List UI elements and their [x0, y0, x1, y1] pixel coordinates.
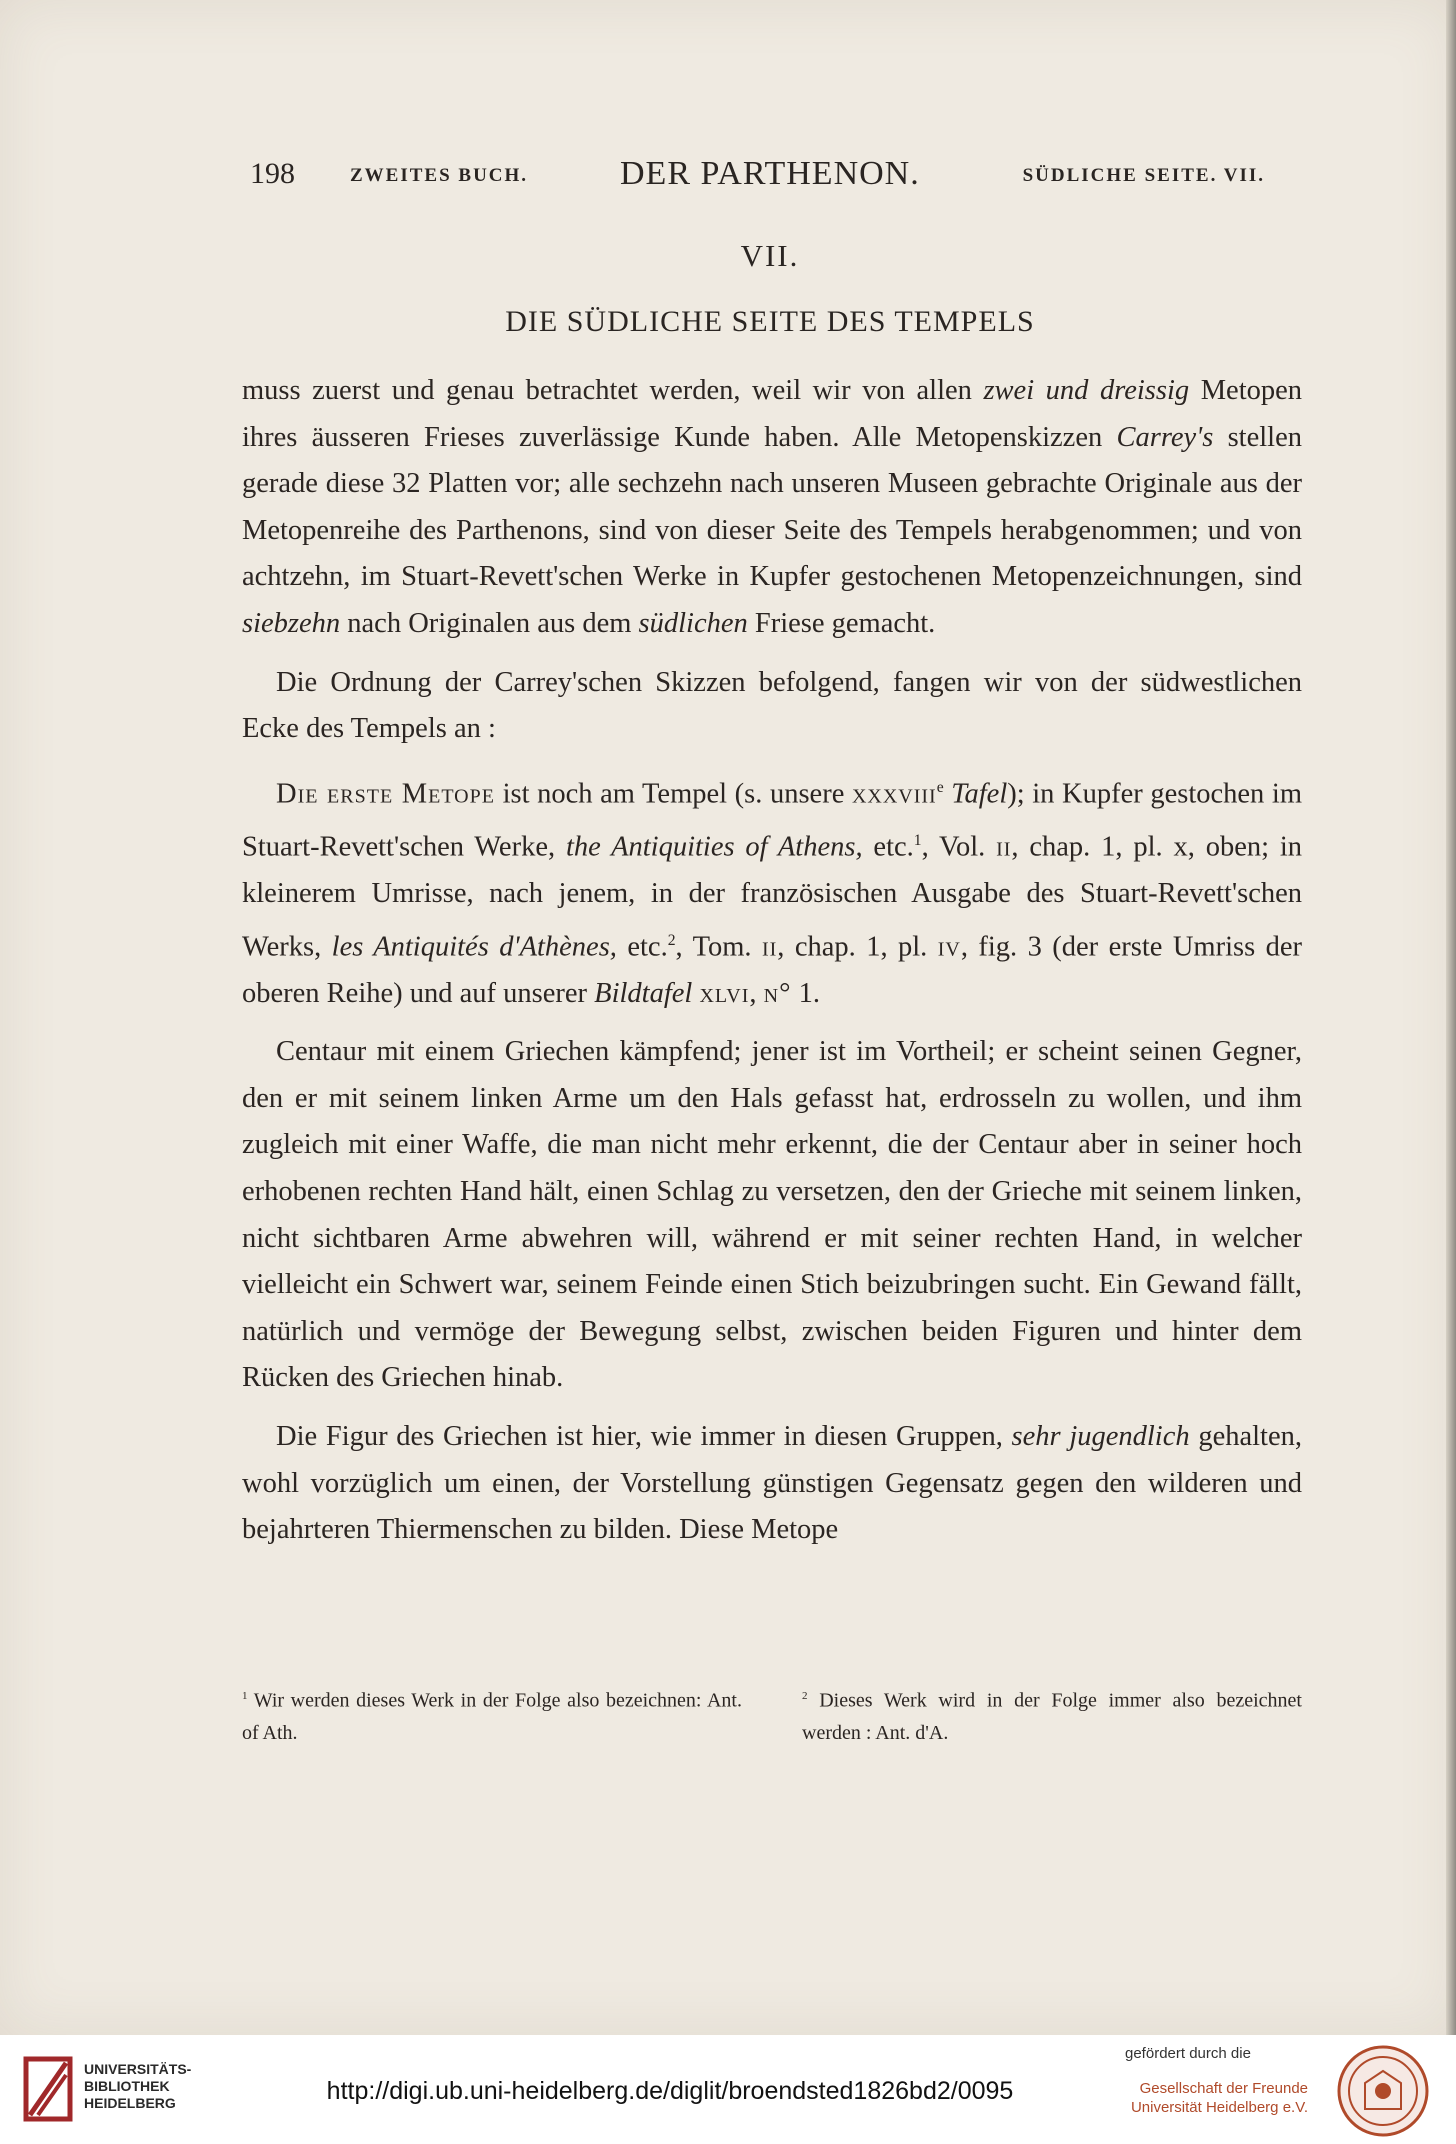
page-number: 198 [250, 157, 295, 190]
roman-numeral: xxxviii [851, 778, 937, 810]
footnote-text: Dieses Werk wird in der Folge immer also bezeichnet werden : Ant. d'A. [802, 1689, 1302, 1744]
text-span: gehalten, wohl vorzüglich um einen, der Vorstellung günstigen Gegensatz gegen den wilderen und bejahrteren Thiermenschen zu bilden. Diese Metope [242, 1420, 1302, 1546]
text-span: , Tom. [675, 931, 762, 963]
sponsor-name [1108, 2079, 1308, 2117]
paragraph-2: Die Ordnung der Carrey'schen Skizzen befolgend, fangen wir von der südwestlichen Ecke des Tempels an : [242, 666, 1302, 745]
text-span: Friese gemacht. [747, 607, 936, 639]
text-span: Die Figur des Griechen ist hier, wie immer in diesen Gruppen, [276, 1420, 1012, 1452]
roman-numeral: ii [761, 931, 778, 963]
library-name [84, 2061, 191, 2112]
small-caps-heading: Die erste Metope [276, 778, 495, 810]
text-span: , Vol. [921, 831, 997, 863]
library-name-line: BIBLIOTHEK [84, 2078, 170, 2094]
book-label: ZWEITES BUCH. [350, 165, 529, 186]
university-seal-icon [1335, 2043, 1431, 2139]
text-span: , chap. 1, pl. [777, 931, 938, 963]
text-span: etc. [862, 831, 914, 863]
paragraph-4: Centaur mit einem Griechen kämpfend; jener ist im Vortheil; er scheint seinen Gegner, den er mit seinem linken Arme um den Hals gefasst hat, erdrosseln zu wollen, und ihm zugleich mit einer Waffe, die man nicht mehr erkennt, die der Centaur aber in seiner hoch erhobenen rechten Hand hält, einen Schlag zu versetzen, den der Grieche mit seinem linken, nicht sichtbaren Arme abwehren will, während er mit seiner rechten Hand, in welcher vielleicht ein Schwert war, seinem Feinde einen Stich beizubringen sucht. Ein Gewand fällt, natürlich und vermöge der Bewegung selbst, zwischen beiden Figuren und hinter dem Rücken des Griechen hinab. [242, 1036, 1302, 1394]
library-name-line: HEIDELBERG [84, 2095, 176, 2111]
emphasis: sehr jugendlich [1011, 1420, 1190, 1452]
sponsor-label: gefördert durch die [1125, 2045, 1251, 2062]
running-head [250, 155, 1265, 195]
paragraph-5 [242, 1414, 1302, 1554]
roman-numeral: xlvi [699, 977, 750, 1009]
text-span: Metopen ihres äusseren Frieses zuverlässige Kunde haben. Alle Metopenskizzen [242, 375, 1303, 453]
text-span: , fig. 3 (der erste Umriss der oberen Reihe) und auf unserer [242, 931, 1302, 1009]
chapter-number: VII. [740, 238, 800, 273]
chapter-title: DIE SÜDLICHE SEITE DES TEMPELS [505, 305, 1035, 338]
emphasis: siebzehn [242, 607, 341, 639]
emphasis: zwei und dreissig [983, 375, 1190, 406]
text-span: stellen gerade diese 32 Platten vor; alle sechzehn nach unseren Museen gebrachte Originale aus der Metopenreihe des Parthenons, sind von dieser Seite des Tempels herabgenommen; und von achtzehn, im Stuart-Revett'schen Werke in Kupfer gestochenen Metopenzeichnungen, sind [242, 421, 1302, 593]
footnote-1 [242, 1680, 742, 1749]
emphasis: Tafel [951, 778, 1008, 810]
footnote-mark: 2 [802, 1690, 808, 1702]
emphasis: Bildtafel [594, 977, 693, 1009]
footnotes [242, 1680, 1302, 1750]
sponsor-line: Universität Heidelberg e.V. [1130, 2099, 1308, 2116]
number-sign: n° [763, 977, 792, 1009]
body-text [242, 368, 1302, 1554]
emphasis: Carrey's [1116, 421, 1214, 453]
sponsor-line: Gesellschaft der Freunde [1139, 2080, 1308, 2097]
emphasis: the Antiquities of Athens, [565, 831, 863, 863]
text-span: etc. [616, 931, 668, 963]
emphasis: südlichen [638, 607, 748, 639]
text-span: ); in Kupfer gestochen im Stuart-Revett'schen Werke, [242, 778, 1302, 863]
paragraph-3 [242, 765, 1302, 1017]
text-span: 1. [791, 977, 820, 1009]
permalink-url[interactable]: http://digi.ub.uni-heidelberg.de/diglit/broendsted1826bd2/0095 [326, 2077, 1014, 2105]
footnote-2 [802, 1680, 1302, 1749]
footnote-ref-2: 2 [667, 931, 676, 949]
section-label: SÜDLICHE SEITE. VII. [1022, 165, 1265, 186]
roman-numeral: iv [937, 931, 961, 963]
superscript: e [936, 778, 944, 796]
text-span: , [749, 977, 764, 1009]
text-span: nach Originalen aus dem [340, 607, 639, 639]
paragraph-1 [242, 368, 1302, 648]
library-name-line: UNIVERSITÄTS- [84, 2061, 192, 2077]
library-logo-icon [22, 2055, 74, 2123]
text-span: muss zuerst und genau betrachtet werden, weil wir von allen [242, 375, 984, 406]
footer-bar [0, 2035, 1456, 2144]
footnote-mark: 1 [242, 1690, 248, 1702]
text-span: , chap. 1, pl. x, oben; in kleinerem Umrisse, nach jenem, in der französischen Ausgabe des Stuart-Revett'schen Werks, [242, 831, 1303, 963]
running-title: DER PARTHENON. [620, 155, 920, 192]
emphasis: les Antiquités d'Athènes, [331, 931, 617, 963]
footnote-ref-1: 1 [913, 831, 922, 849]
footnote-text: Wir werden dieses Werk in der Folge also bezeichnen: Ant. of Ath. [242, 1689, 742, 1744]
text-span: ist noch am Tempel (s. unsere [494, 778, 852, 810]
roman-numeral: ii [996, 831, 1012, 863]
